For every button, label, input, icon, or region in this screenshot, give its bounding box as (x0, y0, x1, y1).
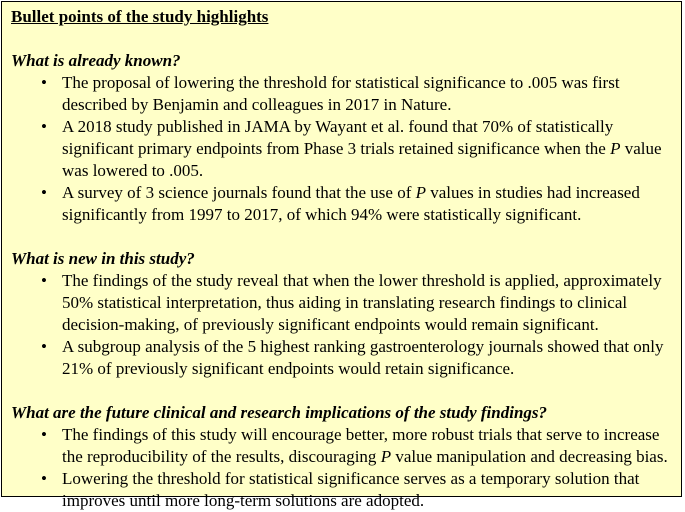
bullet-text-continued: value was lowered to .005. (62, 139, 662, 180)
box-title: Bullet points of the study highlights (11, 7, 269, 26)
bullet-text: A 2018 study published in JAMA by Wayant et al. found that 70% of statistically significant primary endpoints from Phase 3 trials retained significance when the (62, 117, 614, 158)
bullet-text: The findings of this study will encourage better, more robust trials that serve to increase the reproducibility of the results, discouraging (62, 425, 660, 466)
bullet-icon: • (41, 337, 47, 356)
bullet-item (11, 336, 673, 380)
bullet-text-continued: value manipulation and decreasing bias. (391, 447, 668, 466)
section-heading: What are the future clinical and research implications of the study findings? (11, 403, 548, 422)
bullet-icon: • (41, 183, 47, 202)
bullet-icon: • (41, 73, 47, 92)
bullet-icon: • (41, 117, 47, 136)
bullet-item (11, 468, 673, 512)
bullet-text: Lowering the threshold for statistical significance serves as a temporary solution that improves until more long-term solutions are adopted. (62, 469, 640, 510)
section-heading: What is new in this study? (11, 249, 195, 268)
highlights-box (1, 1, 682, 510)
section-heading: What is already known? (11, 51, 181, 70)
bullet-item (11, 182, 673, 226)
bullet-item (11, 270, 673, 336)
bullet-text: The findings of the study reveal that when the lower threshold is applied, approximately 50% statistical interpretation, thus aiding in translating research findings to clinical decision-making, of previously significant endpoints would remain significant. (62, 271, 662, 334)
p-value-symbol: P (415, 183, 426, 202)
bullet-list (11, 270, 673, 380)
bullet-list (11, 424, 673, 512)
bullet-text: A subgroup analysis of the 5 highest ranking gastroenterology journals showed that only 21% of previously significant endpoints would retain significance. (62, 337, 664, 378)
section-future-implications (11, 402, 673, 512)
bullet-item (11, 116, 673, 182)
bullet-text-continued: values in studies had increased significantly from 1997 to 2017, of which 94% were statistically significant. (62, 183, 640, 224)
bullet-list (11, 72, 673, 226)
bullet-text: A survey of 3 science journals found that the use of (62, 183, 416, 202)
bullet-icon: • (41, 469, 47, 488)
bullet-item (11, 424, 673, 468)
bullet-icon: • (41, 425, 47, 444)
bullet-icon: • (41, 271, 47, 290)
bullet-text: The proposal of lowering the threshold for statistical significance to .005 was first described by Benjamin and colleagues in 2017 in Nature. (62, 73, 620, 114)
p-value-symbol: P (610, 139, 621, 158)
section-new-in-study (11, 248, 673, 380)
bullet-item (11, 72, 673, 116)
section-already-known (11, 50, 673, 226)
p-value-symbol: P (380, 447, 392, 466)
